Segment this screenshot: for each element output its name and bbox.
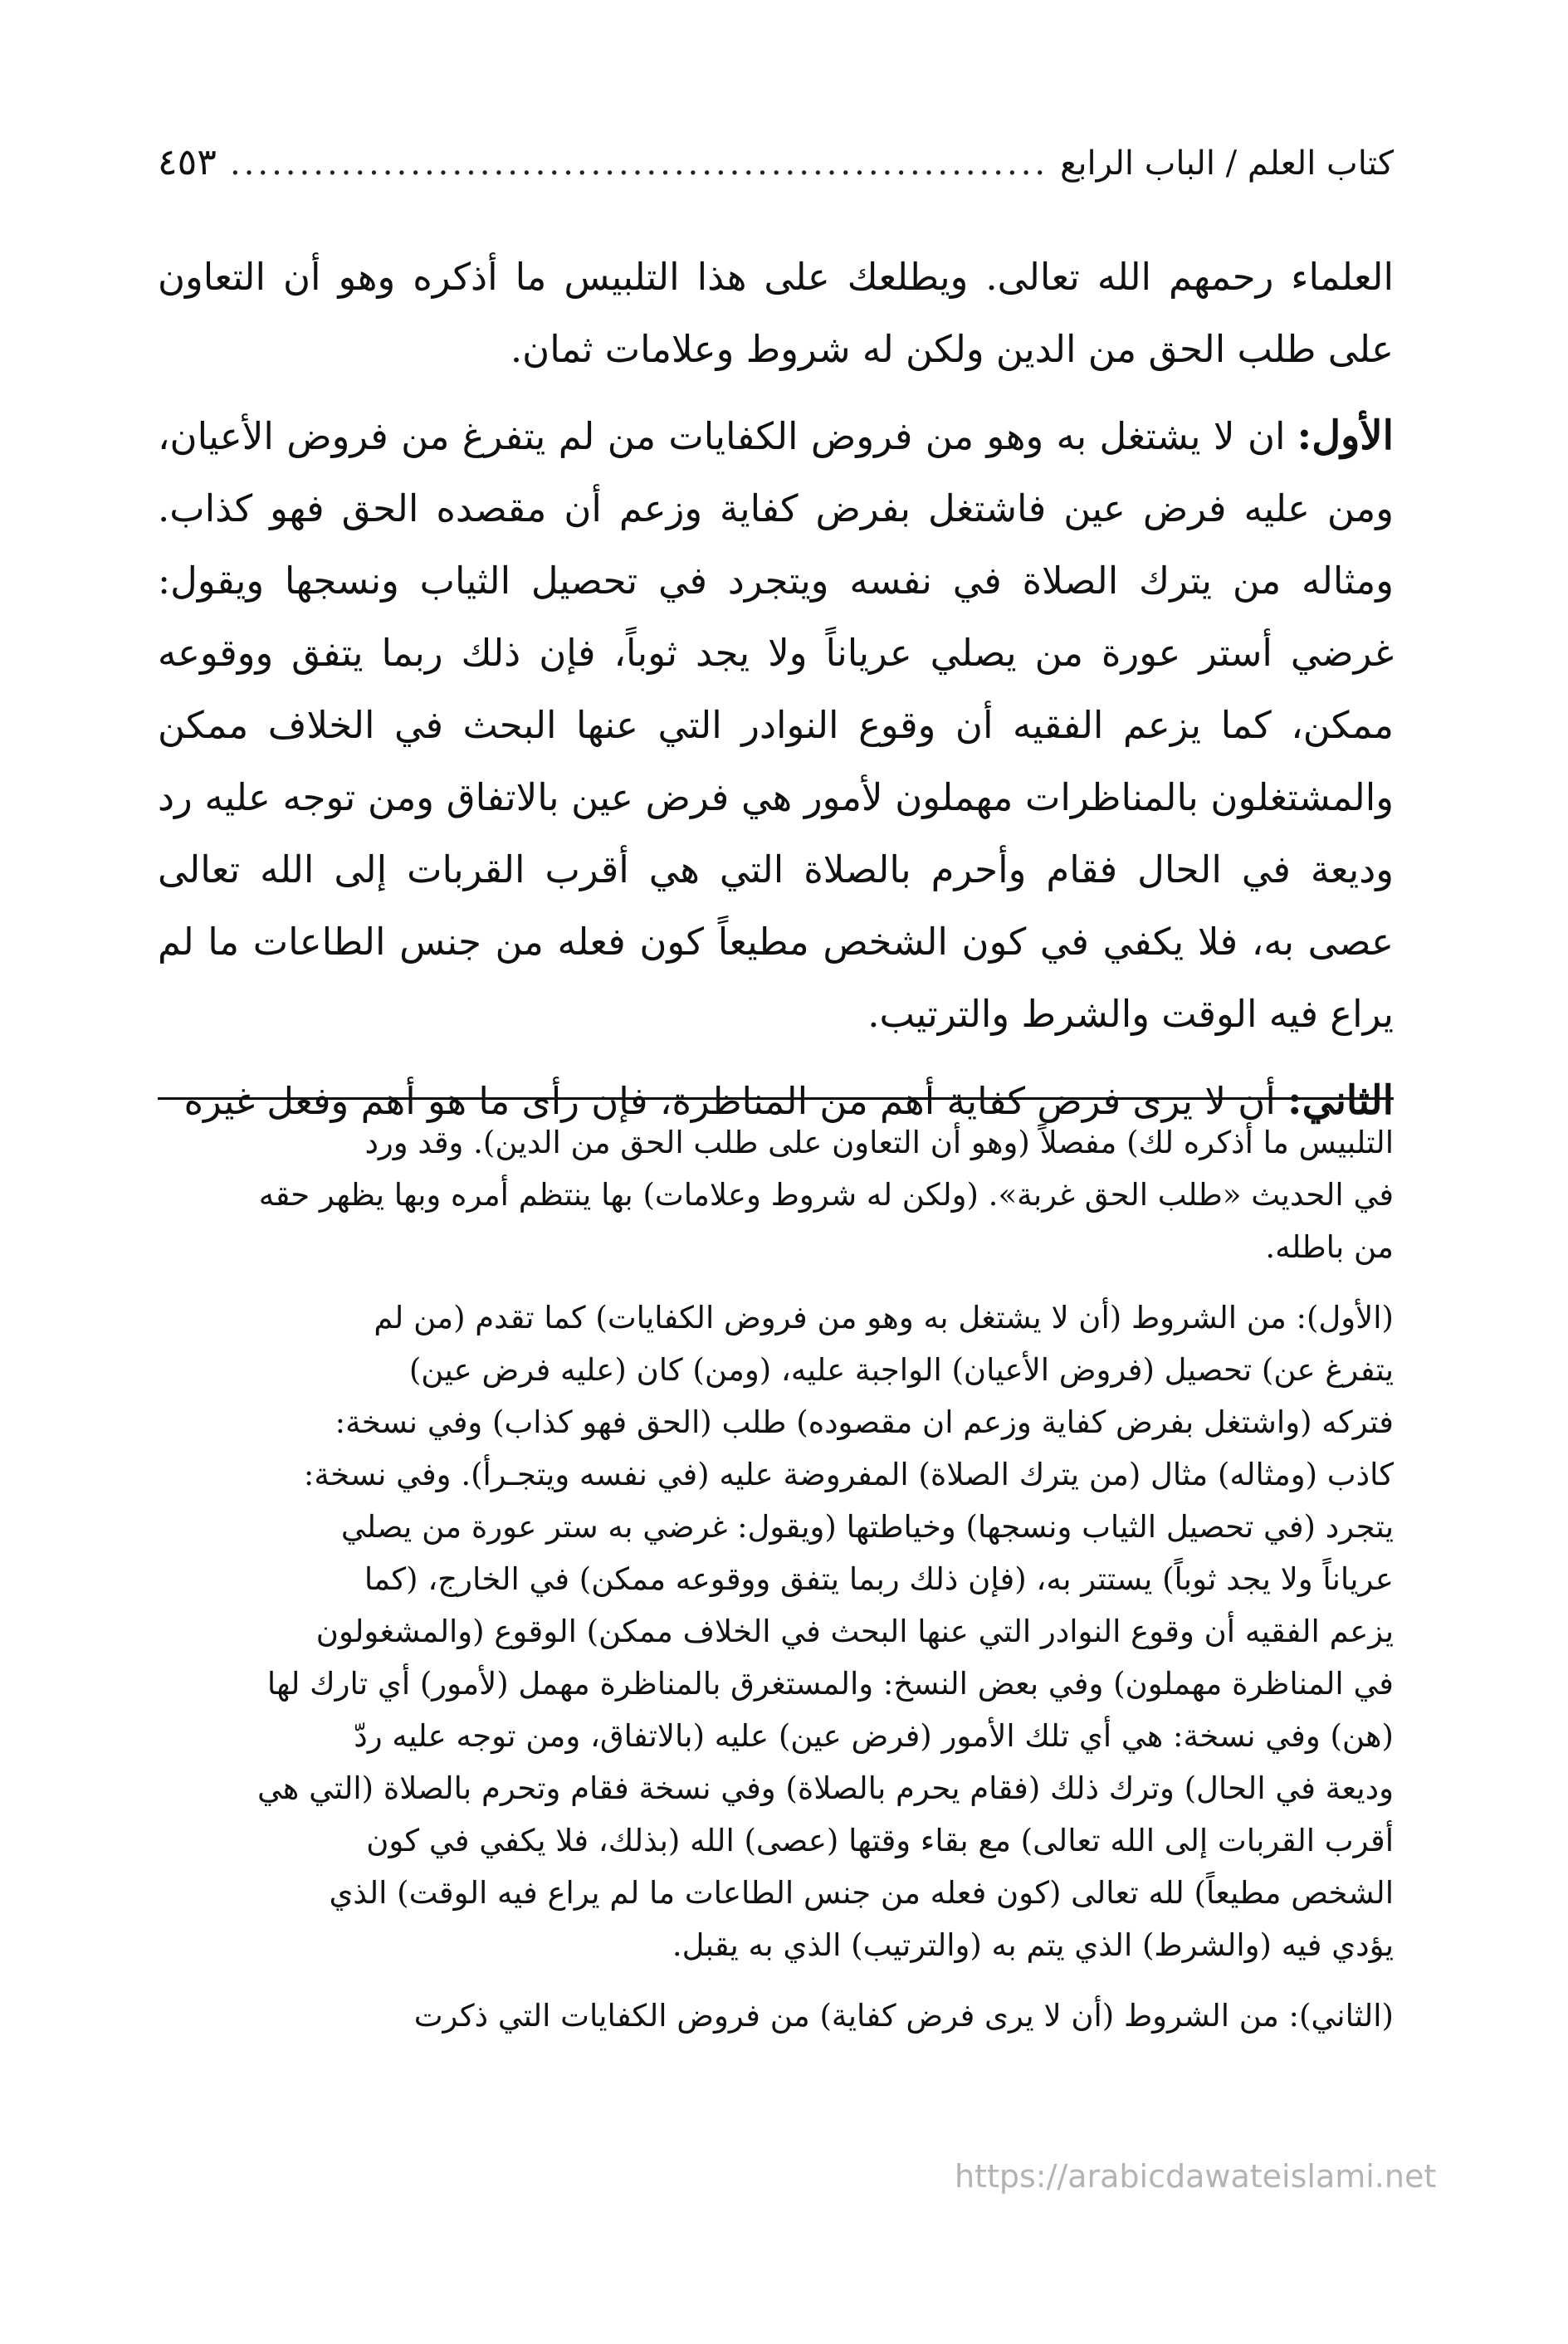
first-condition-paragraph: [158, 400, 1394, 1050]
main-text: [158, 241, 1394, 1152]
commentary-line: التلبيس ما أذكره لك) مفصلاً (وهو أن التعاون على طلب الحق من الدين). وقد ورد: [364, 1125, 1394, 1160]
commentary-line: يزعم الفقيه أن وقوع النوادر التي عنها البحث في الخلاف ممكن) الوقوع (والمشغولون: [315, 1614, 1394, 1649]
intro-paragraph: العلماء رحمهم الله تعالى. ويطلعك على هذا التلبيس ما أذكره وهو أن التعاون على طلب الحق من الدين ولكن له شروط وعلامات ثمان.: [158, 255, 1394, 371]
commentary-line: (الثاني): من الشروط (أن لا يرى فرض كفاية) من فروض الكفايات التي ذكرت: [413, 1998, 1394, 2034]
commentary-line: في الحديث «طلب الحق غربة». (ولكن له شروط وعلامات) بها ينتظم أمره وبها يظهر حقه: [258, 1177, 1394, 1213]
commentary-line: عرياناً ولا يجد ثوباً) يستتر به، (فإن ذلك ربما يتفق ووقوعه ممكن) في الخارج، (كما: [364, 1561, 1394, 1597]
commentary-line: وديعة في الحال) وترك ذلك (فقام يحرم بالصلاة) وفي نسخة فقام وتحرم بالصلاة (التي هي: [256, 1770, 1394, 1806]
commentary-block: [158, 1116, 1394, 2060]
commentary-line: يتجرد (في تحصيل الثياب ونسجها) وخياطتها (ويقول: غرضي به ستر عورة من يصلي: [340, 1509, 1394, 1545]
commentary-paragraph-3: [158, 1990, 1394, 2042]
second-condition-heading: الثاني:: [1287, 1077, 1394, 1124]
footnote-separator: [158, 1097, 1394, 1100]
page-number: ٤٥٣: [158, 141, 217, 183]
commentary-line: كاذب (ومثاله) مثال (من يترك الصلاة) المفروضة عليه (في نفسه ويتجـرأ). وفي نسخة:: [303, 1457, 1394, 1492]
second-condition-text: أن لا يرى فرض كفاية أهم من المناظرة، فإن رأى ما هو أهم وفعل غيره: [183, 1079, 1276, 1123]
commentary-line: يتفرغ عن) تحصيل (فروض الأعيان) الواجبة عليه، (ومن) كان (عليه فرض عين): [408, 1352, 1394, 1388]
first-condition-heading: الأول:: [1297, 413, 1394, 459]
commentary-line: (الأول): من الشروط (أن لا يشتغل به وهو من فروض الكفايات) كما تقدم (من لم: [374, 1300, 1394, 1336]
leader-dots: [228, 144, 1048, 183]
commentary-line: أقرب القربات إلى الله تعالى) مع بقاء وقتها (عصى) الله (بذلك، فلا يكفي في كون: [366, 1823, 1394, 1858]
commentary-paragraph-1: [158, 1116, 1394, 1273]
commentary-line: (هن) وفي نسخة: هي أي تلك الأمور (فرض عين) عليه (بالاتفاق، ومن توجه عليه ردّ: [354, 1718, 1394, 1754]
commentary-line: يؤدي فيه (والشرط) الذي يتم به (والترتيب) الذي به يقبل.: [672, 1927, 1394, 1963]
page-header: [158, 141, 1394, 199]
commentary-line: الشخص مطيعاً) لله تعالى (كون فعله من جنس الطاعات ما لم يراع فيه الوقت) الذي: [329, 1875, 1394, 1911]
watermark-url: https://arabicdawateislami.net: [955, 2158, 1437, 2195]
running-title: كتاب العلم / الباب الرابع: [1060, 144, 1394, 183]
commentary-line: من باطله.: [1265, 1229, 1394, 1265]
first-condition-text: ان لا يشتغل به وهو من فروض الكفايات من لم يتفرغ من فروض الأعيان، ومن عليه فرض عين فاشتغل بفرض كفاية وزعم أن مقصده الحق فهو كذاب. ومثاله من يترك الصلاة في نفسه ويتجرد في تحصيل الثياب ونسجها ويقول: غرضي أستر عورة من يصلي عرياناً ولا يجد ثوباً، فإن ذلك ربما يتفق ووقوعه ممكن، كما يزعم الفقيه أن وقوع النوادر التي عنها البحث في الخلاف ممكن والمشتغلون بالمناظرات مهملون لأمور هي فرض عين بالاتفاق ومن توجه عليه رد وديعة في الحال فقام وأحرم بالصلاة التي هي أقرب القربات إلى الله تعالى عصى به، فلا يكفي في كون الشخص مطيعاً كون فعله من جنس الطاعات ما لم يراع فيه الوقت والشرط والترتيب.: [158, 414, 1394, 1036]
commentary-line: فتركه (واشتغل بفرض كفاية وزعم ان مقصوده) طلب (الحق فهو كذاب) وفي نسخة:: [335, 1404, 1394, 1440]
commentary-line: في المناظرة مهملون) وفي بعض النسخ: والمستغرق بالمناظرة مهمل (لأمور) أي تارك لها: [266, 1666, 1394, 1702]
commentary-paragraph-2: [158, 1292, 1394, 1971]
